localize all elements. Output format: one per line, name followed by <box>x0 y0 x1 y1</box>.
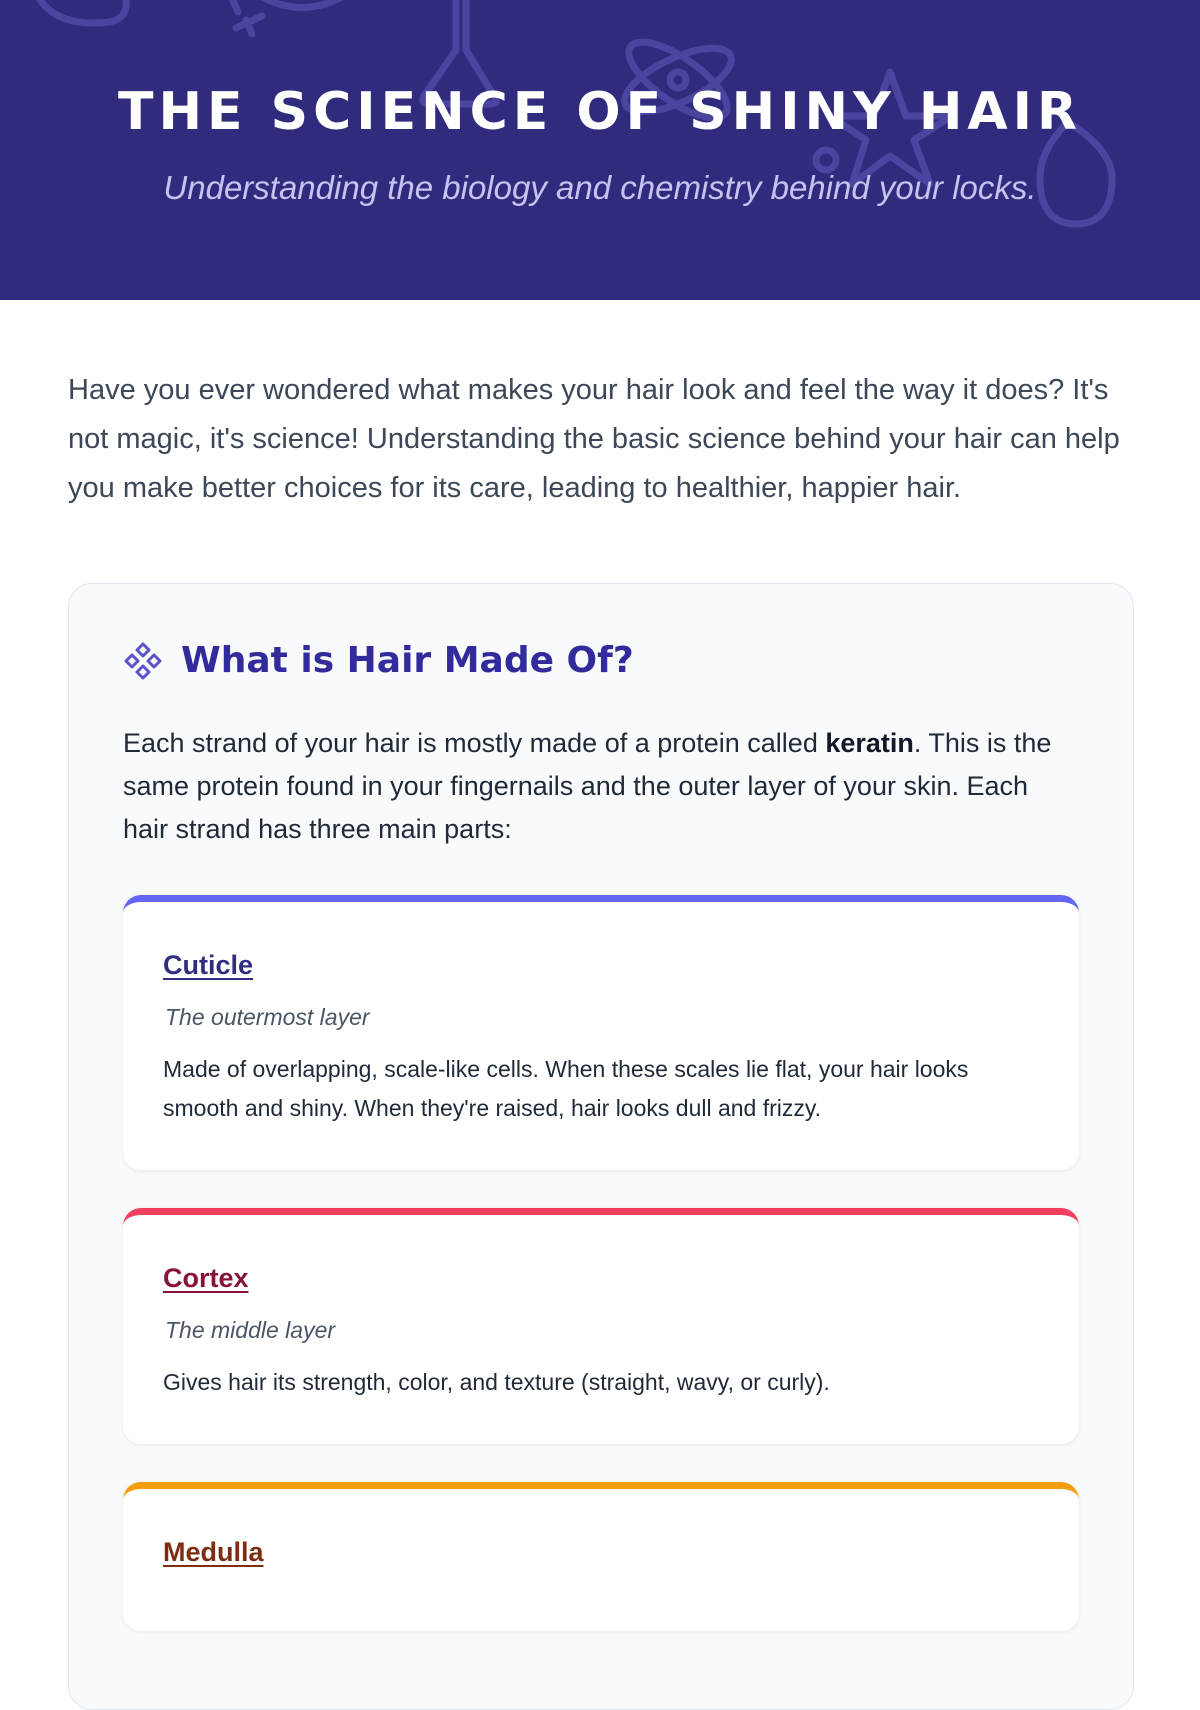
main-content <box>0 300 1200 1710</box>
hair-part-description: Gives hair its strength, color, and texture (straight, wavy, or curly). <box>163 1369 830 1395</box>
hair-part-cuticle <box>123 895 1079 1170</box>
hair-part-name: Cortex <box>163 1263 249 1293</box>
hair-part-medulla <box>123 1482 1079 1631</box>
hair-composition-card <box>68 583 1134 1710</box>
intro-paragraph: Have you ever wondered what makes your hair look and feel the way it does? It's not magic, it's science! Understanding the basic science behind your hair can help you make better choices for its care, leading to healthier, happier hair. <box>68 374 1120 504</box>
keyword-keratin: keratin <box>825 728 914 758</box>
diamond-cluster-icon <box>123 641 163 681</box>
hero-header <box>0 0 1200 300</box>
section-body-start: Each strand of your hair is mostly made of a protein called <box>123 728 826 758</box>
section-body <box>123 722 1079 851</box>
section-title: What is Hair Made Of? <box>181 640 634 681</box>
hair-part-name: Cuticle <box>163 950 254 980</box>
card-heading <box>123 638 1079 684</box>
hair-part-cortex <box>123 1208 1079 1444</box>
hair-part-subtitle: The outermost layer <box>165 1004 370 1030</box>
hair-part-description: Made of overlapping, scale-like cells. When these scales lie flat, your hair looks smooth and shiny. When they're raised, hair looks dull and frizzy. <box>163 1056 969 1121</box>
page-title: THE SCIENCE OF SHINY HAIR <box>118 82 1082 142</box>
hair-part-subtitle: The middle layer <box>165 1317 336 1343</box>
hair-part-name: Medulla <box>163 1537 264 1567</box>
section-body-end: . This is the same protein found in your fingernails and the outer layer of your skin. Each hair strand has three main parts: <box>123 728 1052 844</box>
page-subtitle: Understanding the biology and chemistry behind your locks. <box>163 169 1037 206</box>
